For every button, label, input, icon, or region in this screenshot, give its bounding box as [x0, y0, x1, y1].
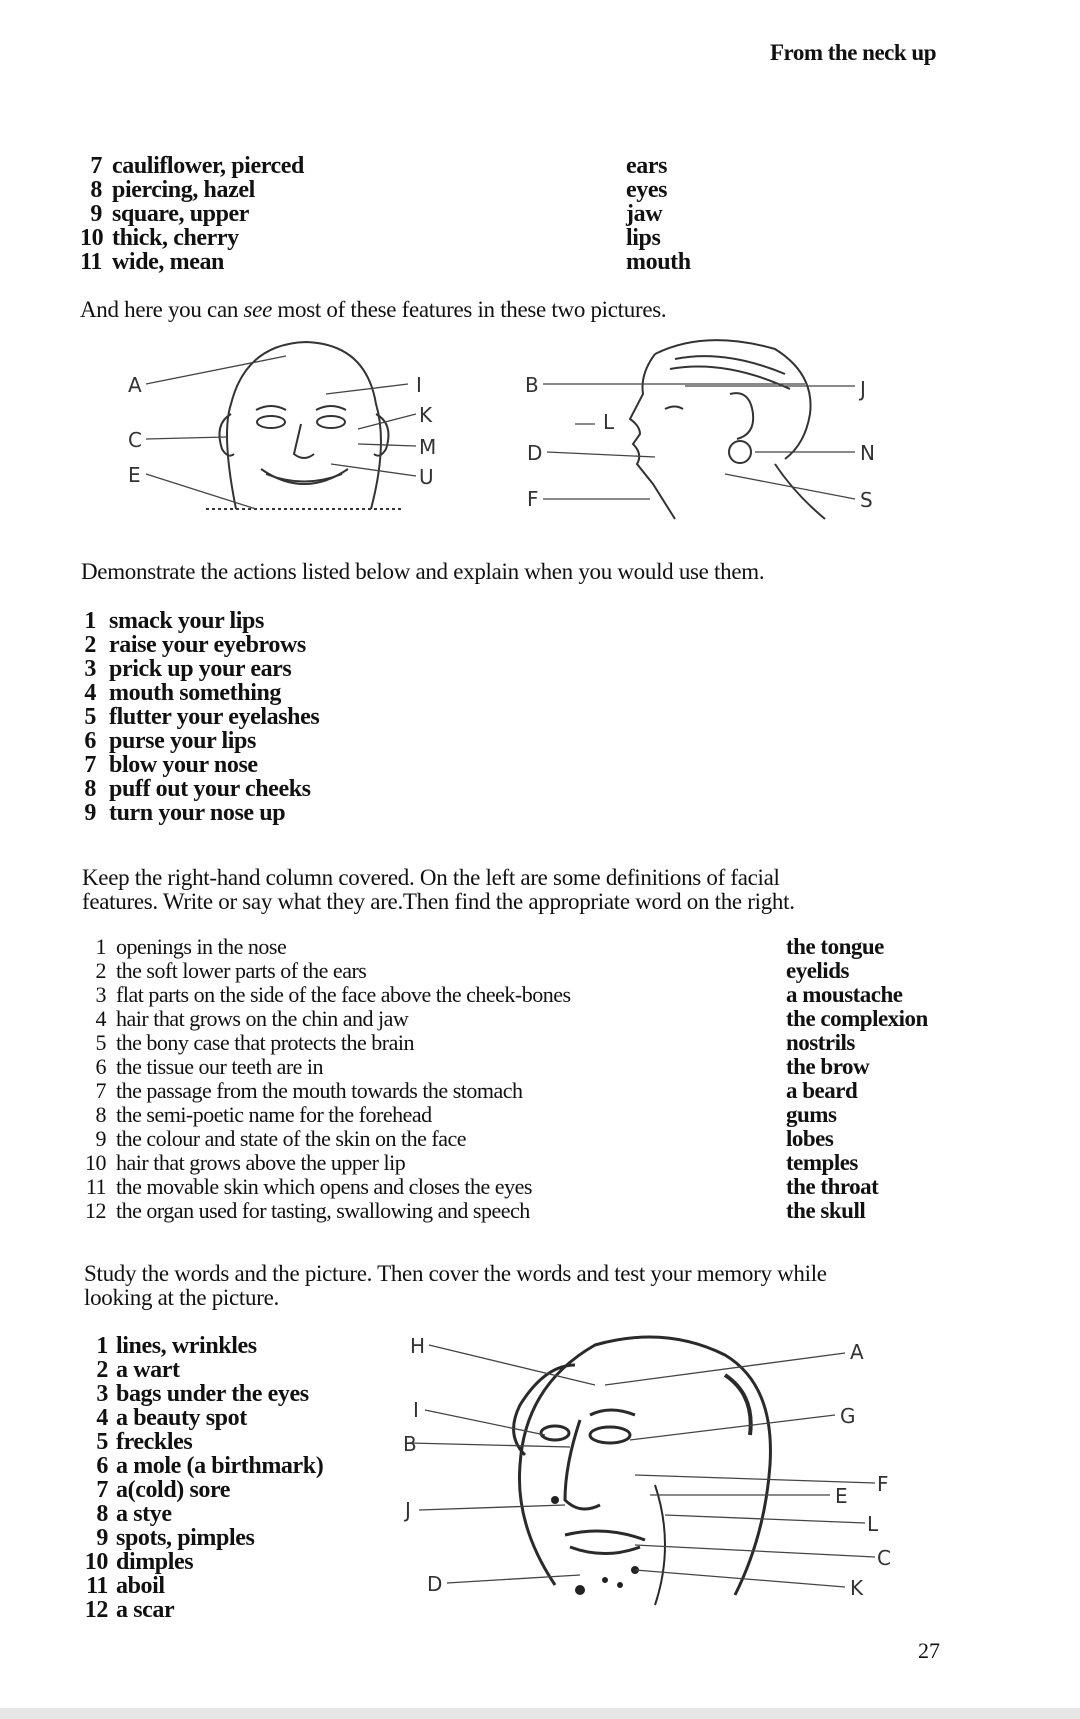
- item-number: 9: [84, 800, 96, 826]
- item-number: 7: [90, 153, 102, 179]
- item-text: blow your nose: [109, 752, 258, 778]
- item-word: gums: [786, 1102, 837, 1127]
- item-word: lobes: [786, 1126, 834, 1151]
- intro-line: looking at the picture.: [84, 1285, 279, 1310]
- item-word: the brow: [786, 1054, 870, 1079]
- item-text: aboil: [116, 1573, 165, 1599]
- intro-emphasis: see: [243, 297, 272, 322]
- item-number: 5: [95, 1030, 106, 1055]
- item-text: mouth something: [109, 680, 282, 706]
- item-text: a beauty spot: [116, 1405, 247, 1431]
- item-number: 12: [85, 1198, 106, 1223]
- label-K: K: [419, 403, 433, 427]
- item-number: 10: [84, 1549, 108, 1575]
- item-text: spots, pimples: [116, 1525, 255, 1551]
- item-word: eyelids: [786, 958, 849, 983]
- item-definition: the bony case that protects the brain: [116, 1030, 414, 1055]
- item-text: purse your lips: [109, 728, 256, 754]
- label-D: D: [527, 441, 543, 465]
- item-number: 3: [96, 1381, 108, 1407]
- label-J: J: [405, 1498, 411, 1522]
- item-number: 1: [84, 608, 96, 634]
- item-word: the tongue: [786, 934, 884, 959]
- label-L: L: [867, 1512, 879, 1536]
- item-text: bags under the eyes: [116, 1381, 309, 1407]
- item-text: puff out your cheeks: [109, 776, 311, 802]
- label-G: G: [840, 1404, 856, 1428]
- label-E: E: [835, 1484, 848, 1508]
- item-number: 5: [84, 704, 96, 730]
- running-header: From the neck up: [770, 40, 936, 65]
- item-number: 6: [95, 1054, 106, 1079]
- item-number: 4: [96, 1405, 108, 1431]
- item-definition: the movable skin which opens and closes the eyes: [116, 1174, 532, 1199]
- item-feature: eyes: [626, 177, 668, 203]
- item-feature: jaw: [626, 201, 663, 227]
- front-face-illustration: [126, 334, 456, 524]
- item-number: 12: [84, 1597, 108, 1623]
- item-word: the complexion: [786, 1006, 928, 1031]
- label-B: B: [403, 1432, 417, 1456]
- item-number: 2: [95, 958, 106, 983]
- label-A: A: [128, 373, 142, 397]
- label-C: C: [877, 1546, 891, 1570]
- item-text: turn your nose up: [109, 800, 286, 826]
- item-feature: ears: [626, 153, 668, 179]
- intro-line: Study the words and the picture. Then cover the words and test your memory while: [84, 1261, 827, 1286]
- label-F: F: [877, 1472, 889, 1496]
- item-definition: flat parts on the side of the face above the cheek-bones: [116, 982, 571, 1007]
- item-number: 1: [95, 934, 106, 959]
- label-K: K: [850, 1576, 864, 1600]
- item-number: 10: [80, 225, 104, 251]
- item-text: a(cold) sore: [116, 1477, 231, 1503]
- item-number: 8: [90, 177, 102, 203]
- pictures-intro: [80, 298, 666, 322]
- item-definition: the organ used for tasting, swallowing and speech: [116, 1198, 530, 1223]
- item-number: 9: [95, 1126, 106, 1151]
- item-text: a wart: [116, 1357, 180, 1383]
- item-definition: hair that grows on the chin and jaw: [116, 1006, 409, 1031]
- intro-line: Keep the right-hand column covered. On the left are some definitions of facial: [82, 865, 780, 890]
- study-intro: [84, 1262, 827, 1310]
- item-number: 7: [96, 1477, 108, 1503]
- label-I: I: [413, 1398, 419, 1422]
- item-number: 2: [96, 1357, 108, 1383]
- label-U: U: [419, 465, 434, 489]
- item-feature: lips: [626, 225, 661, 251]
- item-number: 7: [95, 1078, 106, 1103]
- label-F: F: [527, 487, 539, 511]
- item-text: flutter your eyelashes: [109, 704, 320, 730]
- label-N: N: [860, 441, 875, 465]
- profile-face-illustration: [525, 334, 890, 524]
- item-number: 8: [95, 1102, 106, 1127]
- item-text: prick up your ears: [109, 656, 292, 682]
- label-C: C: [128, 428, 142, 452]
- item-definition: the passage from the mouth towards the stomach: [116, 1078, 523, 1103]
- intro-text: And here you can: [80, 297, 244, 322]
- intro-text: most of these features in these two pictures.: [271, 297, 667, 322]
- actions-intro: Demonstrate the actions listed below and explain when you would use them.: [81, 559, 765, 584]
- item-text: freckles: [116, 1429, 193, 1455]
- item-number: 11: [80, 249, 102, 275]
- item-word: nostrils: [786, 1030, 855, 1055]
- item-text: smack your lips: [109, 608, 264, 634]
- label-B: B: [525, 373, 539, 397]
- item-text: dimples: [116, 1549, 194, 1575]
- label-S: S: [860, 488, 873, 512]
- item-number: 7: [84, 752, 96, 778]
- item-number: 1: [96, 1333, 108, 1359]
- item-text: a scar: [116, 1597, 175, 1623]
- item-number: 10: [85, 1150, 106, 1175]
- skin-features-illustration: [405, 1325, 895, 1625]
- item-word: temples: [786, 1150, 858, 1175]
- item-number: 5: [96, 1429, 108, 1455]
- item-number: 9: [96, 1525, 108, 1551]
- item-number: 8: [84, 776, 96, 802]
- label-H: H: [410, 1334, 426, 1358]
- definitions-intro: [82, 866, 795, 914]
- item-number: 3: [84, 656, 96, 682]
- bottom-edge: [0, 1708, 1080, 1719]
- label-L: L: [603, 410, 615, 434]
- item-text: a stye: [116, 1501, 172, 1527]
- item-definition: the soft lower parts of the ears: [116, 958, 367, 983]
- item-number: 4: [84, 680, 96, 706]
- page-number: 27: [918, 1638, 940, 1663]
- item-adjectives: wide, mean: [112, 249, 224, 275]
- label-M: M: [419, 435, 437, 459]
- item-number: 3: [95, 982, 106, 1007]
- item-adjectives: piercing, hazel: [112, 177, 255, 203]
- label-J: J: [860, 377, 866, 401]
- item-number: 11: [85, 1174, 106, 1199]
- item-number: 11: [86, 1573, 108, 1599]
- item-definition: hair that grows above the upper lip: [116, 1150, 406, 1175]
- item-number: 6: [96, 1453, 108, 1479]
- item-definition: openings in the nose: [116, 934, 287, 959]
- item-definition: the tissue our teeth are in: [116, 1054, 324, 1079]
- label-E: E: [128, 463, 141, 487]
- item-text: a mole (a birthmark): [116, 1453, 324, 1479]
- item-adjectives: square, upper: [112, 201, 250, 227]
- label-I: I: [416, 373, 422, 397]
- item-word: the skull: [786, 1198, 866, 1223]
- item-word: the throat: [786, 1174, 879, 1199]
- item-text: lines, wrinkles: [116, 1333, 257, 1359]
- item-feature: mouth: [626, 249, 691, 275]
- item-text: raise your eyebrows: [109, 632, 306, 658]
- label-A: A: [850, 1340, 864, 1364]
- item-adjectives: cauliflower, pierced: [112, 153, 304, 179]
- label-D: D: [427, 1572, 443, 1596]
- item-definition: the semi-poetic name for the forehead: [116, 1102, 432, 1127]
- item-word: a beard: [786, 1078, 858, 1103]
- item-definition: the colour and state of the skin on the face: [116, 1126, 467, 1151]
- item-word: a moustache: [786, 982, 903, 1007]
- item-number: 8: [96, 1501, 108, 1527]
- item-number: 4: [95, 1006, 106, 1031]
- intro-line: features. Write or say what they are.Then find the appropriate word on the right.: [82, 889, 795, 914]
- item-adjectives: thick, cherry: [112, 225, 239, 251]
- item-number: 9: [90, 201, 102, 227]
- item-number: 2: [84, 632, 96, 658]
- item-number: 6: [84, 728, 96, 754]
